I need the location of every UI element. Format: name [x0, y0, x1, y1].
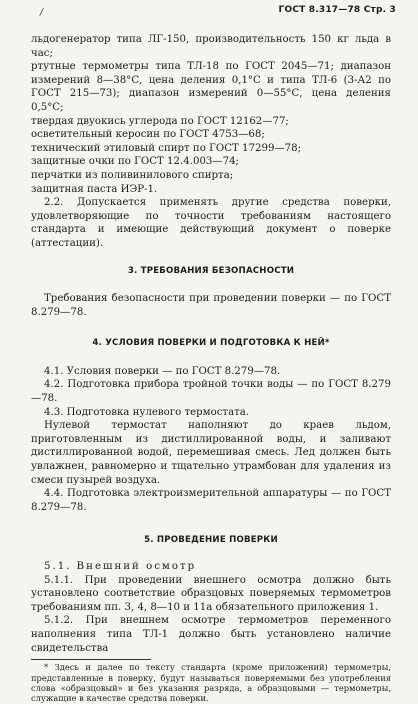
list-item: перчатки из поливинилового спирта;	[31, 169, 234, 181]
paragraph-4-3: 4.3. Подготовка нулевого термостата.	[44, 406, 250, 418]
footnote-text: * Здесь и далее по тексту стандарта (кроме приложений) термометры, представленные в поверку, будут называться поверяемыми без употребления слова «образцовый» и без указания разряда, а образцовыми — термометры, служащие в качестве средства поверки.	[31, 662, 391, 704]
corner-mark: /	[40, 8, 44, 18]
section-heading-5: 5. ПРОВЕДЕНИЕ ПОВЕРКИ	[144, 535, 278, 546]
list-item: технический этиловый спирт по ГОСТ 17299—78;	[31, 142, 302, 154]
body-text	[31, 33, 391, 704]
list-item: защитные очки по ГОСТ 12.4.003—74;	[31, 156, 239, 168]
paragraph-4-4: 4.4. Подготовка электроизмерительной аппаратуры — по ГОСТ 8.279—78.	[31, 488, 391, 513]
footnote	[31, 662, 391, 704]
paragraph-5-1-2: 5.1.2. При внешнем осмотре термометров переменного наполнения типа ТЛ-1 должно быть установлено наличие свидетельства	[31, 615, 391, 654]
paragraph-5-1-1: 5.1.1. При проведении внешнего осмотра должно быть установлено соответствие образцовых поверяемых термометров требованиям пп. 3, 4, 8—10 и 11а обязательного приложения 1.	[31, 574, 391, 613]
paragraph-4-3-text: Нулевой термостат наполняют до краев льдом, приготовленным из дистиллированной воды, и заливают дистиллированной водой, перемешивая смесь. Лед должен быть увлажнен, равномерно и тщательно утрамбован для удаления из смеси пузырей воздуха.	[31, 420, 391, 486]
paragraph-4-2: 4.2. Подготовка прибора тройной точки воды — по ГОСТ 8.279—78.	[31, 379, 391, 405]
list-item: льдогенератор типа ЛГ-150, производительность 150 кг льда в час;	[31, 34, 391, 59]
paragraph-2-2: 2.2. Допускается применять другие средства поверки, удовлетворяющие по точности требованиям настоящего стандарта и имеющие действующий документ о поверке (аттестации).	[31, 197, 391, 249]
list-item: ртутные термометры типа ТЛ-18 по ГОСТ 2045—71; диапазон измерений 8—38°С, цена деления 0,1°С и типа ТЛ-6 (3-А2 по ГОСТ 215—73); диапазон измерений 0—55°С, цена деления 0,5°С;	[31, 61, 391, 113]
list-item: защитная паста ИЭР-1.	[31, 183, 158, 195]
paragraph-3: Требования безопасности при проведении поверки — по ГОСТ 8.279—78.	[31, 293, 391, 318]
section-heading-3: 3. ТРЕБОВАНИЯ БЕЗОПАСНОСТИ	[127, 265, 295, 276]
list-item: твердая двуокись углерода по ГОСТ 12162—77;	[31, 115, 289, 127]
paragraph-5-1: 5.1. Внешний осмотр	[44, 561, 197, 572]
section-heading-4: 4. УСЛОВИЯ ПОВЕРКИ И ПОДГОТОВКА К НЕЙ*	[92, 338, 330, 349]
running-title: ГОСТ 8.317—78 Стр. 3	[278, 5, 396, 15]
paragraph-4-1: 4.1. Условия поверки — по ГОСТ 8.279—78.	[44, 365, 281, 377]
list-item: осветительный керосин по ГОСТ 4753—68;	[31, 129, 265, 141]
footnote-divider	[31, 659, 151, 660]
